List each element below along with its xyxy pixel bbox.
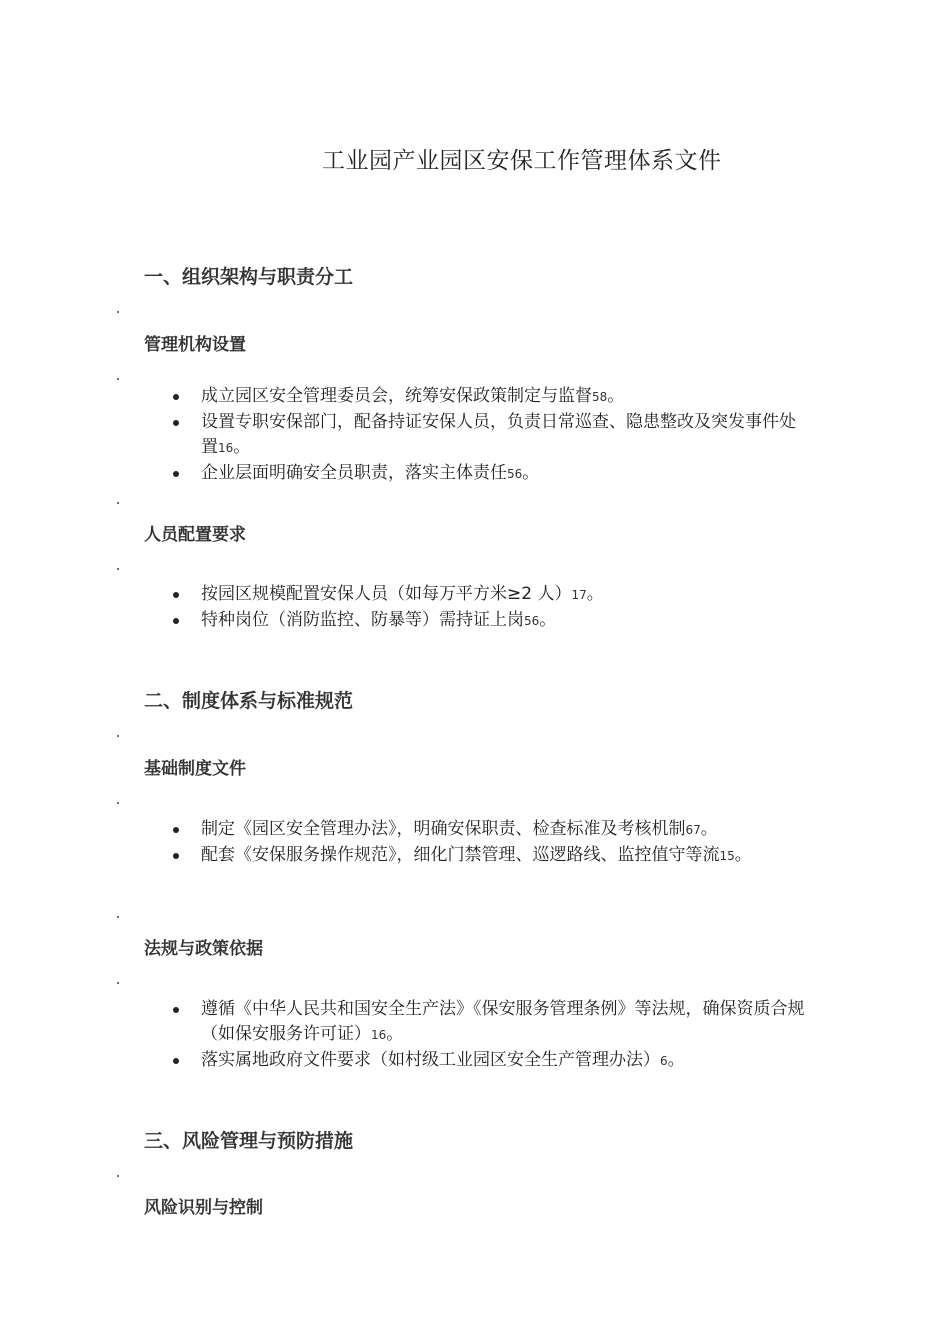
subsection-heading-staffing: 人员配置要求 xyxy=(144,525,246,545)
list-item xyxy=(170,817,810,843)
list-item-end: 。 xyxy=(586,584,604,604)
reference-number: 56 xyxy=(524,614,540,628)
list-regulations xyxy=(170,997,810,1074)
paragraph-mark xyxy=(117,802,119,804)
paragraph-mark xyxy=(117,1175,119,1177)
list-item-end: 。 xyxy=(233,437,251,457)
reference-number: 6 xyxy=(660,1054,668,1068)
list-item xyxy=(170,384,810,410)
list-item-text: 制定《园区安全管理办法》，明确安保职责、检查标准及考核机制 xyxy=(201,819,686,839)
list-item xyxy=(170,997,810,1048)
subsection-heading-management-setup: 管理机构设置 xyxy=(144,335,246,355)
list-staffing xyxy=(170,582,810,634)
list-item-end: 。 xyxy=(386,1024,404,1044)
bullet-icon xyxy=(173,618,179,624)
list-item-end: 。 xyxy=(607,386,625,406)
paragraph-mark xyxy=(117,735,119,737)
list-management-setup xyxy=(170,384,810,487)
bullet-icon xyxy=(173,1007,179,1013)
paragraph-mark xyxy=(117,502,119,504)
list-item-end: 。 xyxy=(522,463,540,483)
bullet-icon xyxy=(173,394,179,400)
section-heading-3: 三、风险管理与预防措施 xyxy=(144,1130,354,1152)
reference-number: 17 xyxy=(571,588,587,602)
list-item-end: 。 xyxy=(539,610,557,630)
list-basic-rules xyxy=(170,817,810,869)
list-item-text: 配套《安保服务操作规范》，细化门禁管理、巡逻路线、监控值守等流 xyxy=(201,845,720,865)
bullet-icon xyxy=(173,827,179,833)
paragraph-mark xyxy=(117,916,119,918)
list-item-text: 按园区规模配置安保人员（如每万平方米≥2 人） xyxy=(201,584,572,604)
list-item xyxy=(170,410,810,461)
list-item-end: 。 xyxy=(667,1050,685,1070)
subsection-heading-basic-rules: 基础制度文件 xyxy=(144,759,246,779)
paragraph-mark xyxy=(117,568,119,570)
subsection-heading-risk-identification: 风险识别与控制 xyxy=(144,1198,263,1218)
list-item-text: 设置专职安保部门，配备持证安保人员，负责日常巡查、隐患整改及突发事件处置 xyxy=(201,412,796,457)
bullet-icon xyxy=(173,853,179,859)
list-item xyxy=(170,582,810,608)
reference-number: 16 xyxy=(218,441,234,455)
reference-number: 16 xyxy=(371,1028,387,1042)
section-heading-1: 一、组织架构与职责分工 xyxy=(144,266,354,288)
reference-number: 56 xyxy=(507,467,523,481)
reference-number: 15 xyxy=(719,849,735,863)
subsection-heading-regulations: 法规与政策依据 xyxy=(144,939,263,959)
list-item-text: 特种岗位（消防监控、防暴等）需持证上岗 xyxy=(201,610,524,630)
bullet-icon xyxy=(173,420,179,426)
list-item-text: 企业层面明确安全员职责，落实主体责任 xyxy=(201,463,507,483)
list-item xyxy=(170,461,810,487)
paragraph-mark xyxy=(117,311,119,313)
document-title: 工业园产业园区安保工作管理体系文件 xyxy=(322,148,722,174)
paragraph-mark xyxy=(117,982,119,984)
bullet-icon xyxy=(173,471,179,477)
list-item xyxy=(170,843,810,869)
bullet-icon xyxy=(173,1058,179,1064)
list-item xyxy=(170,1048,810,1074)
list-item xyxy=(170,608,810,634)
list-item-text: 成立园区安全管理委员会，统筹安保政策制定与监督 xyxy=(201,386,592,406)
section-heading-2: 二、制度体系与标准规范 xyxy=(144,690,354,712)
list-item-text: 遵循《中华人民共和国安全生产法》《保安服务管理条例》等法规，确保资质合规（如保安服务许可证） xyxy=(201,999,805,1044)
paragraph-mark xyxy=(117,378,119,380)
bullet-icon xyxy=(173,592,179,598)
list-item-end: 。 xyxy=(734,845,752,865)
list-item-end: 。 xyxy=(700,819,718,839)
reference-number: 67 xyxy=(685,823,701,837)
reference-number: 58 xyxy=(592,390,608,404)
list-item-text: 落实属地政府文件要求（如村级工业园区安全生产管理办法） xyxy=(201,1050,660,1070)
